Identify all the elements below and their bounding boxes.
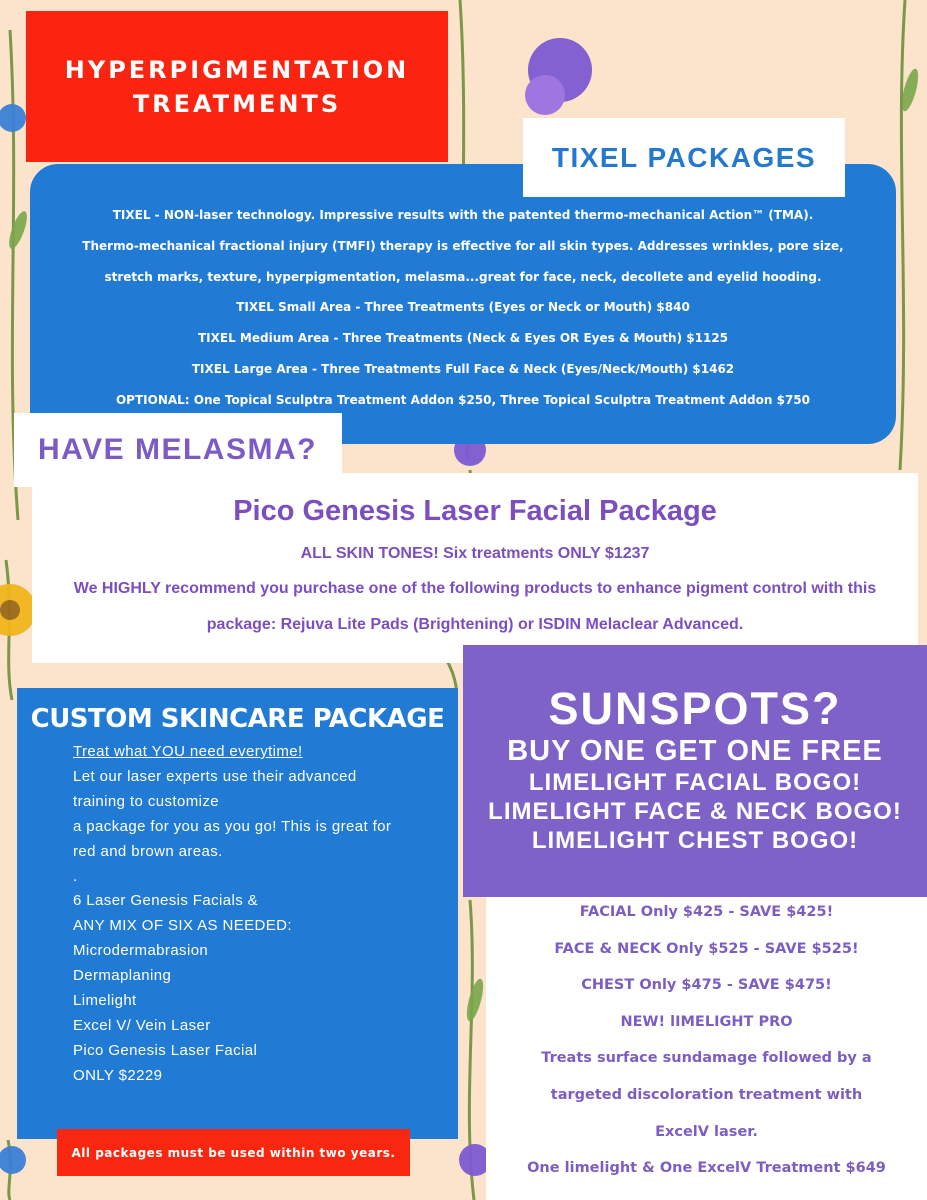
have-melasma-tab bbox=[14, 413, 342, 487]
custom-line: ANY MIX OF SIX AS NEEDED: bbox=[73, 917, 292, 935]
sunspots-title: SUNSPOTS? bbox=[548, 683, 842, 734]
sunspot-price-line: CHEST Only $475 - SAVE $475! bbox=[581, 977, 832, 993]
tixel-small-area-price: TIXEL Small Area - Three Treatments (Eyes or Neck or Mouth) $840 bbox=[236, 300, 690, 315]
custom-treatment-item: Pico Genesis Laser Facial bbox=[73, 1041, 258, 1059]
tixel-panel bbox=[30, 164, 896, 444]
tixel-medium-area-price: TIXEL Medium Area - Three Treatments (Neck & Eyes OR Eyes & Mouth) $1125 bbox=[197, 331, 729, 346]
custom-treatment-item: Dermaplaning bbox=[73, 967, 172, 985]
limelight-pro-description: Treats surface sundamage followed by a bbox=[541, 1050, 872, 1066]
pico-package-title: Pico Genesis Laser Facial Package bbox=[233, 495, 717, 527]
custom-price: ONLY $2229 bbox=[73, 1066, 163, 1084]
tixel-large-area-price: TIXEL Large Area - Three Treatments Full Face & Neck (Eyes/Neck/Mouth) $1462 bbox=[191, 361, 735, 376]
custom-skincare-title: CUSTOM SKINCARE PACKAGE bbox=[30, 704, 445, 734]
packages-expiry-note bbox=[57, 1129, 410, 1176]
limelight-pro-description: ExcelV laser. bbox=[655, 1124, 758, 1140]
pico-recommendation-line1: We HIGHLY recommend you purchase one of the following products to enhance pigment control with this bbox=[73, 580, 877, 597]
bogo-headline: BUY ONE GET ONE FREE bbox=[507, 735, 883, 767]
tixel-optional-addon: OPTIONAL: One Topical Sculptra Treatment Addon $250, Three Topical Sculptra Treatment Addon $750 bbox=[115, 392, 811, 407]
custom-skincare-body bbox=[73, 740, 433, 1089]
tixel-line: Thermo-mechanical fractional injury (TMFI) therapy is effective for all skin types. Addresses wrinkles, pore size, bbox=[82, 238, 844, 253]
sunspot-price-line: FACIAL Only $425 - SAVE $425! bbox=[579, 904, 834, 920]
custom-treatment-item: Microdermabrasion bbox=[73, 942, 209, 960]
have-melasma-title: HAVE MELASMA? bbox=[38, 433, 317, 466]
sunspots-prices-panel bbox=[486, 880, 927, 1200]
hyperpigmentation-header bbox=[26, 11, 448, 162]
sunspot-price-line: FACE & NECK Only $525 - SAVE $525! bbox=[554, 941, 859, 957]
custom-line: a package for you as you go! This is great for bbox=[73, 817, 392, 835]
tixel-line: TIXEL - NON-laser technology. Impressive results with the patented thermo-mechanical Action™ (TMA). bbox=[112, 208, 814, 222]
custom-treatment-item: Excel V/ Vein Laser bbox=[73, 1016, 211, 1034]
custom-line: . bbox=[73, 867, 78, 885]
bogo-line: LIMELIGHT CHEST BOGO! bbox=[531, 827, 859, 854]
tixel-line: stretch marks, texture, hyperpigmentation, melasma...great for face, neck, decollete and eyelid hooding. bbox=[104, 269, 822, 284]
custom-tagline: Treat what YOU need everytime! bbox=[73, 743, 303, 760]
limelight-pro-heading: NEW! lIMELIGHT PRO bbox=[620, 1014, 793, 1030]
limelight-pro-description: targeted discoloration treatment with bbox=[550, 1087, 863, 1103]
limelight-pro-price: One limelight & One ExcelV Treatment $649 bbox=[527, 1160, 886, 1176]
tixel-packages-tab bbox=[523, 118, 845, 197]
sunspots-panel bbox=[463, 645, 927, 897]
tixel-packages-title: TIXEL PACKAGES bbox=[551, 141, 817, 173]
tixel-description bbox=[30, 200, 896, 416]
pico-genesis-panel bbox=[32, 473, 918, 663]
custom-line: training to customize bbox=[73, 792, 219, 810]
custom-line: red and brown areas. bbox=[73, 842, 223, 860]
custom-line: Let our laser experts use their advanced bbox=[73, 767, 357, 785]
header-title-line1: HYPERPIGMENTATION bbox=[64, 55, 410, 84]
custom-line: 6 Laser Genesis Facials & bbox=[73, 892, 259, 910]
bogo-line: LIMELIGHT FACIAL BOGO! bbox=[528, 769, 862, 796]
pico-price-line: ALL SKIN TONES! Six treatments ONLY $1237 bbox=[300, 545, 650, 562]
custom-treatment-item: Limelight bbox=[73, 992, 137, 1010]
header-title-line2: TREATMENTS bbox=[132, 89, 342, 118]
custom-skincare-panel bbox=[17, 688, 458, 1139]
bogo-line: LIMELIGHT FACE & NECK BOGO! bbox=[488, 798, 902, 825]
packages-expiry-text: All packages must be used within two years. bbox=[71, 1145, 396, 1160]
header-title bbox=[65, 53, 410, 121]
pico-recommendation-line2: package: Rejuva Lite Pads (Brightening) or ISDIN Melaclear Advanced. bbox=[206, 616, 744, 633]
